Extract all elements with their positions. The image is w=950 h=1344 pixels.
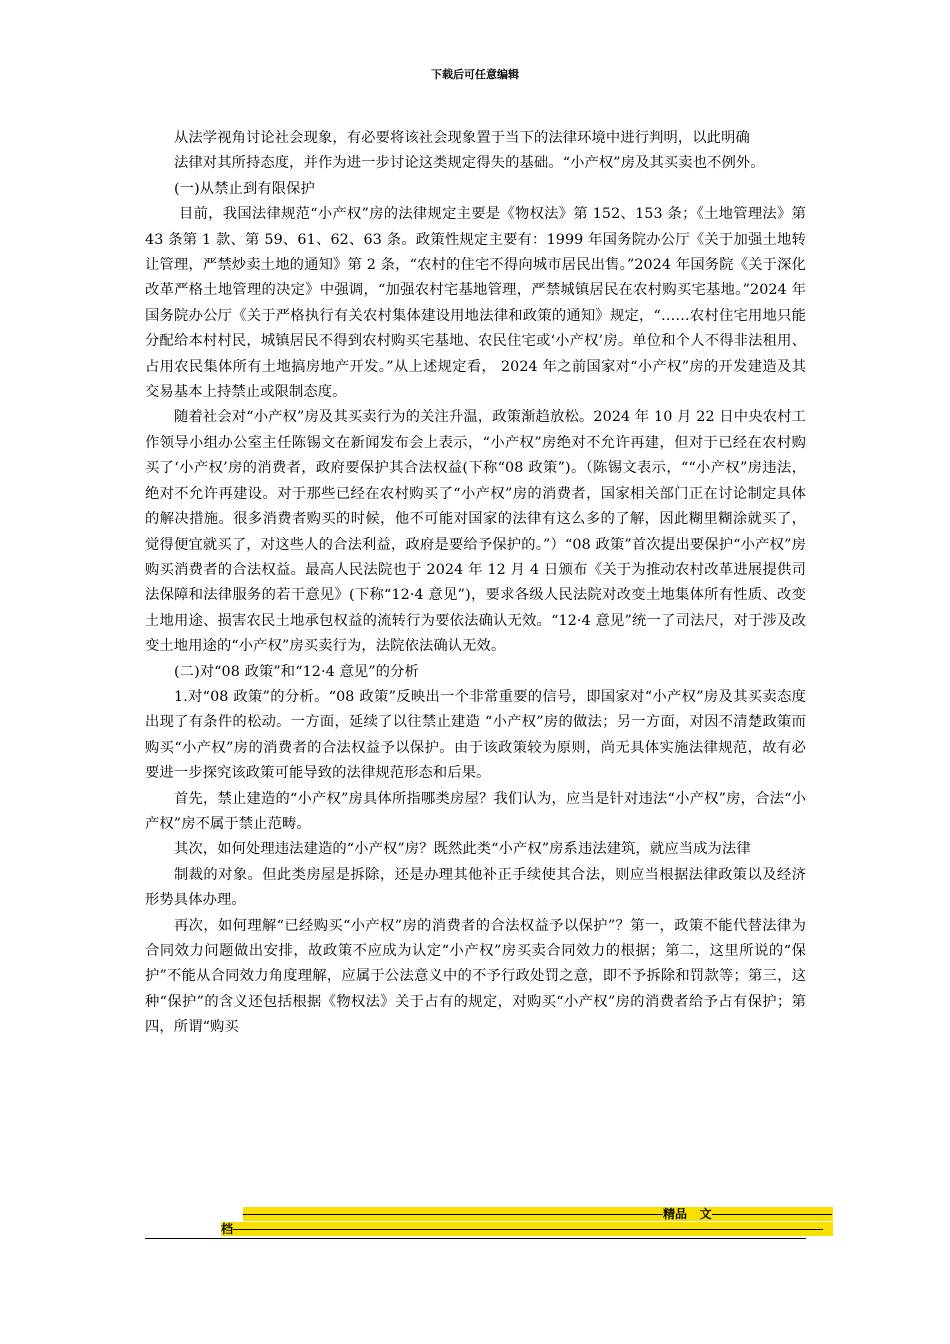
footer-rule	[145, 1238, 806, 1239]
paragraph-first: 首先，禁止建造的“小产权”房具体所指哪类房屋？我们认为，应当是针对违法“小产权”房，合法“小产权”房不属于禁止范畴。	[145, 790, 806, 832]
document-body	[145, 126, 806, 1041]
section-heading-1: (一)从禁止到有限保护	[174, 180, 315, 197]
footer-banner-line-2	[221, 1222, 833, 1236]
footer-dash-line	[233, 1229, 823, 1230]
paragraph-intro-continued: 法律对其所持态度，并作为进一步讨论这类规定得失的基础。“小产权”房及其买卖也不例外。	[174, 155, 765, 172]
paragraph-intro: 从法学视角讨论社会现象，有必要将该社会现象置于当下的法律环境中进行判明，以此明确	[174, 130, 750, 146]
paragraph-analysis-08: 1.对“08 政策”的分析。“08 政策”反映出一个非常重要的信号，即国家对“小产权”房及其买卖态度出现了有条件的松动。一方面，延续了以往禁止建造 “小产权”房的做法；另一方面，对因不清楚政策而购买“小产权”房的消费者的合法权益予以保护。由于该政策较为原则，尚无具体实施法律规范，故有必要进一步探究该政策可能导致的法律规范形态和后果。	[145, 688, 806, 782]
paragraph-second: 其次，如何处理违法建造的“小产权”房？既然此类“小产权”房系违法建筑，就应当成为法律	[174, 841, 751, 858]
paragraph-laws: 目前，我国法律规范“小产权”房的法律规定主要是《物权法》第 152、153 条；《土地管理法》第 43 条第 1 款、第 59、61、62、63 条。政策性规定主要有：1999 年国务院办公厅《关于加强土地转让管理，严禁炒卖土地的通知》第 2 条，“农村的住宅不得向城市居民出售。”2024 年国务院《关于深化改革严格土地管理的决定》中强调，“加强农村宅基地管理，严禁城镇居民在农村购买宅基地。”2024 年国务院办公厅《关于严格执行有关农村集体建设用地法律和政策的通知》规定，“……农村住宅用地只能分配给本村村民，城镇居民不得到农村购买宅基地、农民住宅或‘小产权’房。单位和个人不得非法租用、占用农民集体所有土地搞房地产开发。”从上述规定看， 2024 年之前国家对“小产权”房的开发建造及其交易基本上持禁止或限制态度。	[145, 206, 806, 401]
footer-dash-line	[712, 1214, 832, 1215]
page-header: 下载后可任意编辑	[431, 68, 519, 81]
paragraph-second-continued: 制裁的对象。但此类房屋是拆除，还是办理其他补正手续使其合法，则应当根据法律政策以及经济形势具体办理。	[145, 866, 806, 909]
paragraph-third: 再次，如何理解“已经购买“小产权”房的消费者的合法权益予以保护”？第一，政策不能代替法律为合同效力问题做出安排，故政策不应成为认定“小产权”房买卖合同效力的根据；第二，这里所说的“保护”不能从合同效力角度理解，应属于公法意义中的不予行政处罚之意，即不予拆除和罚款等；第三，这种“保护”的含义还包括根据《物权法》关于占有的规定，对购买“小产权”房的消费者给予占有保护；第四，所谓“购买	[145, 917, 806, 1036]
footer-banner-line-1	[243, 1207, 833, 1221]
footer-label-3: 档	[221, 1222, 234, 1236]
paragraph-policy-change: 随着社会对“小产权”房及其买卖行为的关注升温，政策渐趋放松。2024 年 10 月 22 日中央农村工作领导小组办公室主任陈锡文在新闻发布会上表示，“小产权”房绝对不允许再建，但对于已经在农村购买了‘小产权’房的消费者，政府要保护其合法权益(下称“08 政策”)。（陈锡文表示，““小产权”房违法，绝对不允许再建设。对于那些已经在农村购买了“小产权”房的消费者，国家相关部门正在讨论制定具体的解决措施。很多消费者购买的时候，他不可能对国家的法律有这么多的了解，因此糊里糊涂就买了，觉得便宜就买了，对这些人的合法利益，政府是要给予保护的。”）“08 政策”首次提出要保护“小产权”房购买消费者的合法权益。最高人民法院也于 2024 年 12 月 4 日颁布《关于为推动农村改革进展提供司法保障和法律服务的若干意见》(下称“12·4 意见”)，要求各级人民法院对改变土地集体所有性质、改变土地用途、损害农民土地承包权益的流转行为要依法确认无效。“12·4 意见”统一了司法尺，对于涉及改变土地用途的“小产权”房买卖行为，法院依法确认无效。	[145, 409, 806, 655]
footer-label-1: 精品	[663, 1207, 688, 1221]
section-heading-2: (二)对“08 政策”和“12·4 意见”的分析	[174, 663, 419, 680]
footer-dash-line	[243, 1214, 663, 1215]
footer-label-2: 文	[699, 1207, 712, 1221]
